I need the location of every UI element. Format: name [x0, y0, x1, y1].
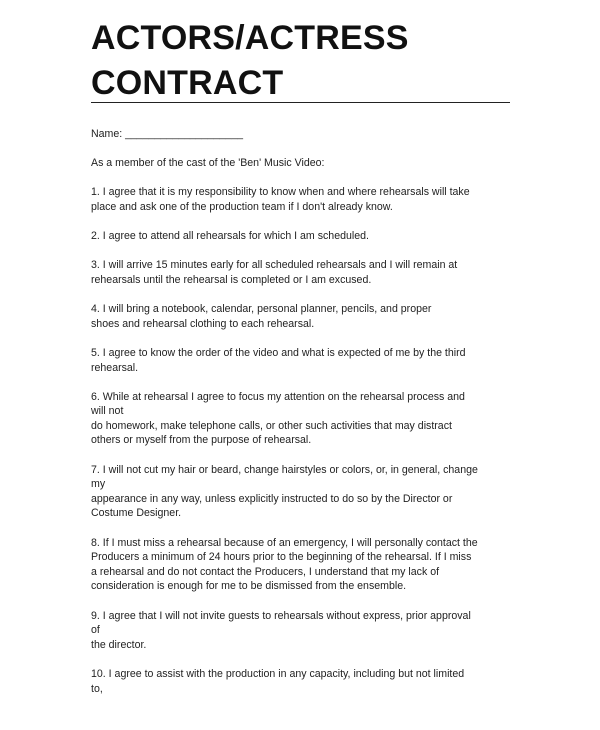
clause-line: do homework, make telephone calls, or other such activities that may distract	[91, 419, 452, 432]
clause-line: a rehearsal and do not contact the Producers, I understand that my lack of	[91, 565, 440, 578]
clause-line: appearance in any way, unless explicitly instructed to do so by the Director or	[91, 492, 453, 505]
clause-line: others or myself from the purpose of rehearsal.	[91, 434, 312, 447]
clause-line: the director.	[91, 638, 147, 651]
contract-clause	[91, 229, 521, 244]
clause-line: my	[91, 478, 106, 491]
clause-line: will not	[91, 405, 124, 418]
clause-line: Producers a minimum of 24 hours prior to the beginning of the rehearsal. If I miss	[91, 551, 472, 564]
clause-line: 1. I agree that it is my responsibility to know when and where rehearsals will take	[91, 186, 470, 199]
clause-line: 7. I will not cut my hair or beard, change hairstyles or colors, or, in general, change	[91, 463, 478, 476]
clause-line: 3. I will arrive 15 minutes early for all scheduled rehearsals and I will remain at	[91, 259, 458, 272]
contract-clause	[91, 185, 521, 214]
title-line: ACTORS/ACTRESS	[91, 19, 409, 57]
clause-line: 10. I agree to assist with the production in any capacity, including but not limited	[91, 667, 465, 680]
clause-line: rehearsals until the rehearsal is completed or I am excused.	[91, 273, 372, 286]
clause-line: shoes and rehearsal clothing to each rehearsal.	[91, 317, 315, 330]
contract-clause	[91, 390, 521, 448]
clause-line: 2. I agree to attend all rehearsals for which I am scheduled.	[91, 230, 369, 243]
clause-line: 5. I agree to know the order of the video and what is expected of me by the third	[91, 346, 466, 359]
clause-line: Costume Designer.	[91, 507, 182, 520]
contract-clause	[91, 667, 521, 696]
clause-line: of	[91, 624, 100, 637]
clause-line: to,	[91, 682, 103, 695]
contract-clause	[91, 609, 521, 653]
contract-clause	[91, 536, 521, 594]
title-line: CONTRACT	[91, 64, 284, 102]
clause-line: 4. I will bring a notebook, calendar, personal planner, pencils, and proper	[91, 303, 432, 316]
intro-text: As a member of the cast of the 'Ben' Music Video:	[91, 157, 325, 170]
clause-line: 8. If I must miss a rehearsal because of an emergency, I will personally contact the	[91, 536, 478, 549]
clause-line: 9. I agree that I will not invite guests to rehearsals without express, prior approval	[91, 609, 471, 622]
name-field: Name: ____________________	[91, 128, 243, 140]
contract-clause	[91, 463, 521, 521]
clause-line: rehearsal.	[91, 361, 139, 374]
clause-list	[91, 185, 521, 696]
clause-line: consideration is enough for me to be dismissed from the ensemble.	[91, 580, 407, 593]
page-title	[91, 16, 511, 106]
contract-clause	[91, 302, 521, 331]
contract-body	[91, 127, 521, 711]
contract-clause	[91, 346, 521, 375]
title-divider	[91, 102, 510, 103]
clause-line: place and ask one of the production team if I don't already know.	[91, 200, 393, 213]
clause-line: 6. While at rehearsal I agree to focus my attention on the rehearsal process and	[91, 390, 465, 403]
contract-clause	[91, 258, 521, 287]
